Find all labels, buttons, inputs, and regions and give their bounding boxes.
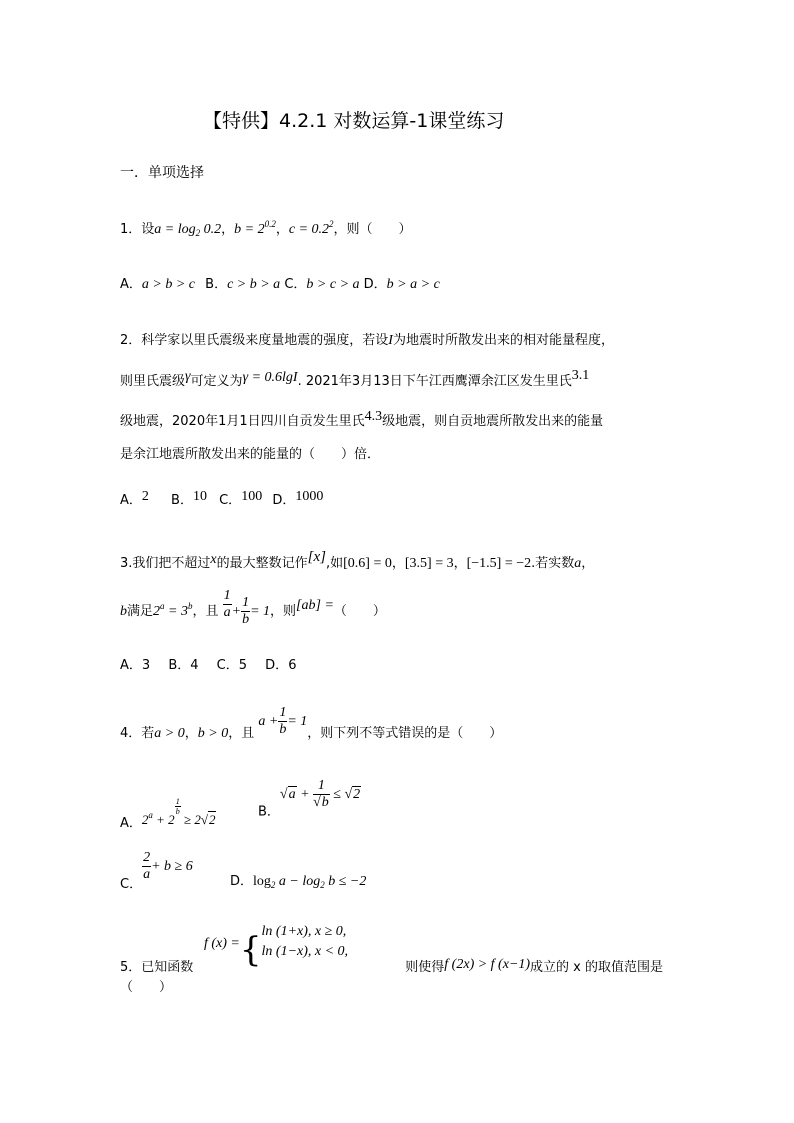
- q4-option-d[interactable]: D．$\log_2 a - \log_2 b \le -2$: [230, 874, 367, 890]
- option-d[interactable]: D．6: [265, 658, 297, 673]
- question-number: 1．设: [120, 222, 155, 237]
- option-b[interactable]: B．c > b > a: [205, 277, 281, 292]
- question-4: 4．若a > 0，b > 0，且 a + $\frac{1}{b}$ = 1，则下列不等式错误的是（ ）: [120, 705, 503, 741]
- expr-c: $c = 0.2^2$: [288, 219, 334, 237]
- option-b[interactable]: B．4: [168, 658, 199, 673]
- option-d[interactable]: D．1000: [272, 489, 324, 508]
- fraction: $\frac{1}{a}$: [223, 588, 231, 620]
- expr-a: $a = \log_2 0.2$: [154, 222, 222, 238]
- q2-options: [120, 489, 323, 508]
- question-5-line-2: （ ）: [120, 980, 173, 995]
- option-c[interactable]: C．b > c > a: [284, 277, 360, 292]
- fraction: $\frac{1}{b}$: [279, 705, 287, 737]
- question-5-function: f (x) ={ ln (1+x), x ≥ 0, ln (1−x), x < 0,: [204, 924, 349, 970]
- expr-b: $b = 2^{0.2}$: [234, 219, 276, 237]
- option-a[interactable]: A．3: [120, 658, 151, 673]
- option-b[interactable]: B．10: [171, 489, 207, 508]
- page-title: 【特供】4.2.1 对数运算-1课堂练习: [203, 110, 505, 132]
- option-d[interactable]: D．b > a > c: [363, 277, 440, 292]
- q1-options: [120, 273, 440, 293]
- question-3-line-2: b满足$2^a = 3^b$，且 $\frac{1}{a}$ + $\frac{1}{b}$ = 1，则[ab] =（ ）: [120, 588, 386, 627]
- q4-option-c[interactable]: C． $\frac{2}{a}$ + b ≥ 6: [120, 850, 193, 892]
- q4-option-b[interactable]: B．√a + $\frac{1}{√b}$ ≤ √2: [258, 778, 361, 820]
- q3-options: [120, 654, 296, 673]
- question-5-line-1: 5．已知函数 则使得f (2x) > f (x−1)成立的 x 的取值范围是: [120, 957, 664, 975]
- option-a[interactable]: A．a > b > c: [120, 277, 196, 292]
- option-c[interactable]: C．100: [219, 489, 263, 508]
- separator: ，: [221, 222, 235, 237]
- separator: ，: [275, 222, 289, 237]
- question-2-line-4: 是余江地震所散发出来的能量的（ ）倍．: [120, 447, 381, 462]
- section-heading: 一．单项选择: [120, 165, 204, 181]
- question-2-line-1: 2．科学家以里氏震级来度量地震的强度，若设I为地震时所散发出来的相对能量程度，: [120, 333, 614, 348]
- option-a[interactable]: A．2: [120, 489, 149, 508]
- question-2-line-3: 级地震，2020年1月1日四川自贡发生里氏4.3级地震，则自贡地震所散发出来的能量: [120, 409, 604, 429]
- fraction: $\frac{1}{b}$: [242, 595, 250, 627]
- question-2-line-2: 则里氏震级γ可定义为γ = 0.6lgI. 2021年3月13日下午江西鹰潭余江区发生里氏3.1: [120, 368, 590, 389]
- question-1: [120, 218, 412, 238]
- q4-option-a[interactable]: A．$2^a + 2$ $\frac{1}{b}$ ≥ 2√2: [120, 797, 216, 831]
- option-c[interactable]: C．5: [216, 658, 248, 673]
- question-3-line-1: 3.我们把不超过x的最大整数记作[x],如[0.6] = 0，[3.5] = 3，[−1.5] = −2.若实数a，: [120, 549, 595, 571]
- question-tail: ，则（ ）: [333, 222, 412, 237]
